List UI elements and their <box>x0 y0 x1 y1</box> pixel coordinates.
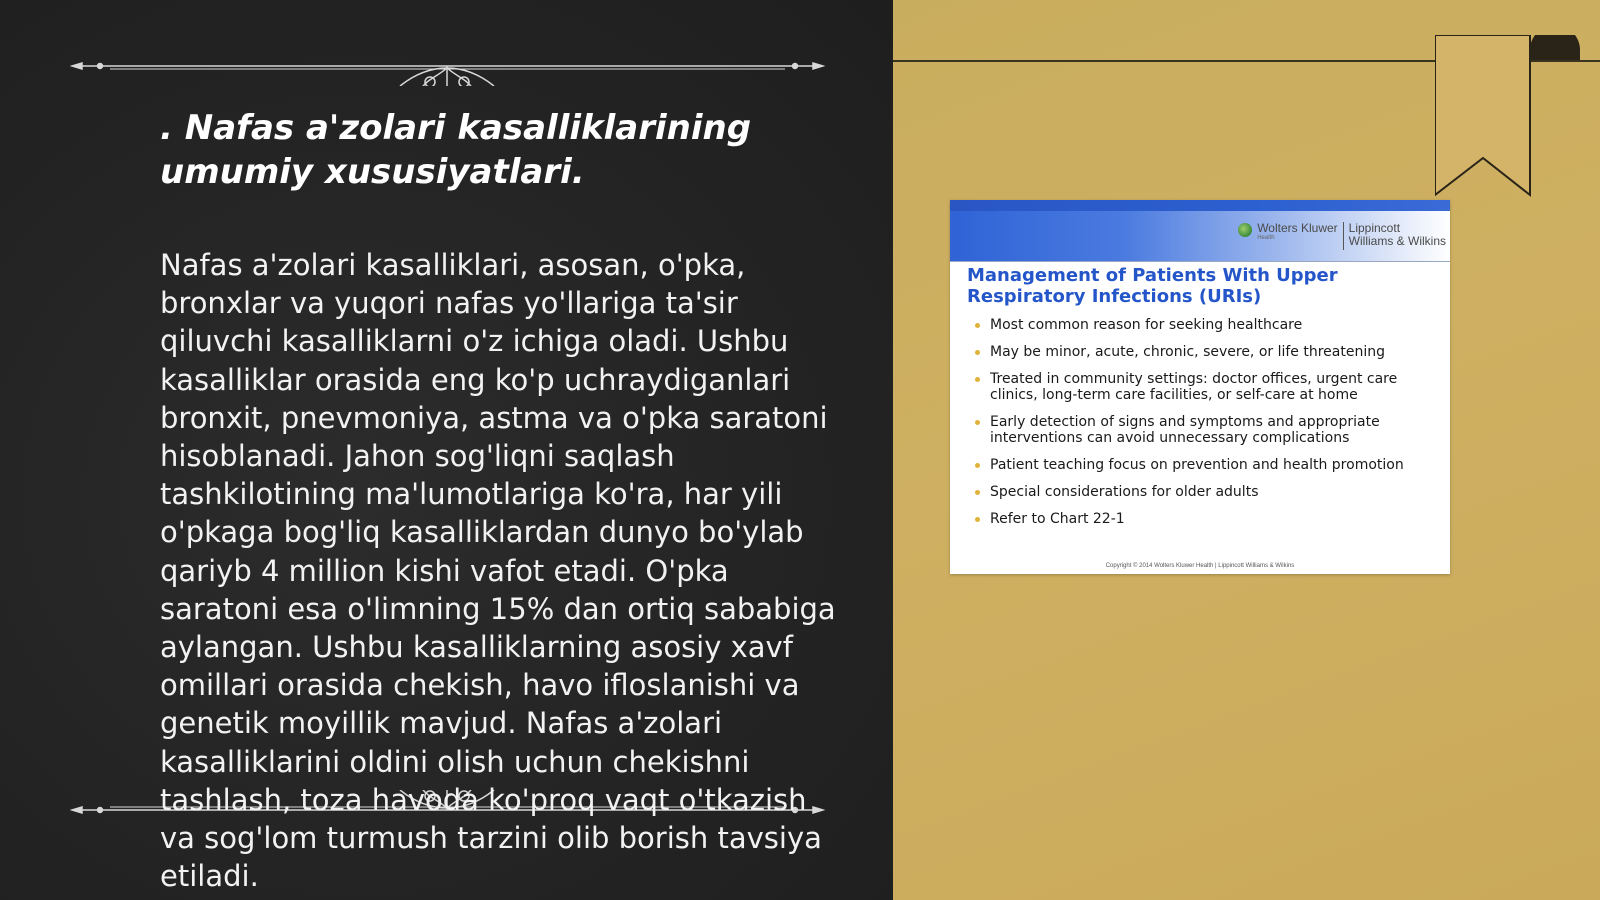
bullet-text: Treated in community settings: doctor offices, urgent care clinics, long-term care facilities, or self-care at home <box>990 371 1398 403</box>
bullet-item <box>975 344 1445 360</box>
bullet-text: May be minor, acute, chronic, severe, or life threatening <box>990 344 1386 360</box>
embedded-slide-header-stripe <box>950 200 1450 211</box>
bullet-dot-icon <box>975 350 980 355</box>
embedded-slide-title: Management of Patients With Upper Respiratory Infections (URIs) <box>967 265 1338 307</box>
slide-title: . Nafas a'zolari kasalliklarining umumiy xususiyatlari. <box>160 108 752 192</box>
bullet-text: Most common reason for seeking healthcare <box>990 317 1303 333</box>
embedded-slide-bullet-list <box>975 317 1445 538</box>
bullet-text: Special considerations for older adults <box>990 484 1259 500</box>
logo-brand-name: Wolters Kluwer <box>1257 221 1338 235</box>
logo-brand <box>1257 222 1337 242</box>
bullet-item <box>975 414 1445 446</box>
bullet-dot-icon <box>975 323 980 328</box>
globe-logo-icon <box>1238 223 1252 237</box>
bullet-dot-icon <box>975 517 980 522</box>
bullet-item <box>975 371 1445 403</box>
embedded-slide-copyright: Copyright © 2014 Wolters Kluwer Health | Lippincott Williams & Wilkins <box>1105 563 1295 569</box>
bullet-text: Patient teaching focus on prevention and health promotion <box>990 457 1404 473</box>
bullet-text: Refer to Chart 22-1 <box>990 511 1125 527</box>
bullet-text: Early detection of signs and symptoms and appropriate interventions can avoid unnecessary complications <box>990 414 1380 446</box>
bullet-dot-icon <box>975 377 980 382</box>
embedded-slide-image <box>950 200 1450 574</box>
publisher-logo <box>1238 222 1446 250</box>
bullet-dot-icon <box>975 490 980 495</box>
ornament-top-divider <box>70 46 825 86</box>
logo-publisher-line1: Lippincott <box>1348 221 1401 235</box>
logo-divider <box>1343 222 1344 250</box>
bullet-item <box>975 457 1445 473</box>
logo-publisher-line2: Williams & Wilkins <box>1348 234 1446 248</box>
bullet-item <box>975 484 1445 500</box>
slide-body-text: Nafas a'zolari kasalliklari, asosan, o'pka, bronxlar va yuqori nafas yo'llariga ta'sir qiluvchi kasalliklarni o'z ichiga oladi. Ushbu kasalliklar orasida eng ko'p uchraydiganlari bronxit, pnevmoniya, astma va o'pka saratoni hisoblanadi. Jahon sog'liqni saqlash tashkilotining ma'lumotlariga ko'ra, har yili o'pkaga bog'liq kasalliklardan dunyo bo'ylab qariyb 4 million kishi vafot etadi. O'pka saratoni esa o'limning 15% dan ortiq sababiga aylangan. Ushbu kasalliklarning asosiy xavf omillari orasida chekish, havo ifloslanishi va genetik moyillik mavjud. Nafas a'zolari kasalliklarini oldini olish uchun chekishni tashlash, toza havoda ko'proq vaqt o'tkazish va sog'lom turmush tarzini olib borish tavsiya etiladi. <box>160 248 836 894</box>
bullet-dot-icon <box>975 420 980 425</box>
bullet-item <box>975 317 1445 333</box>
embedded-slide-header-line <box>950 261 1450 262</box>
logo-brand-sub: Health <box>1257 235 1275 241</box>
bullet-dot-icon <box>975 463 980 468</box>
bullet-item <box>975 511 1445 527</box>
bookmark-ribbon-icon <box>1435 35 1585 200</box>
logo-publisher <box>1349 222 1446 248</box>
